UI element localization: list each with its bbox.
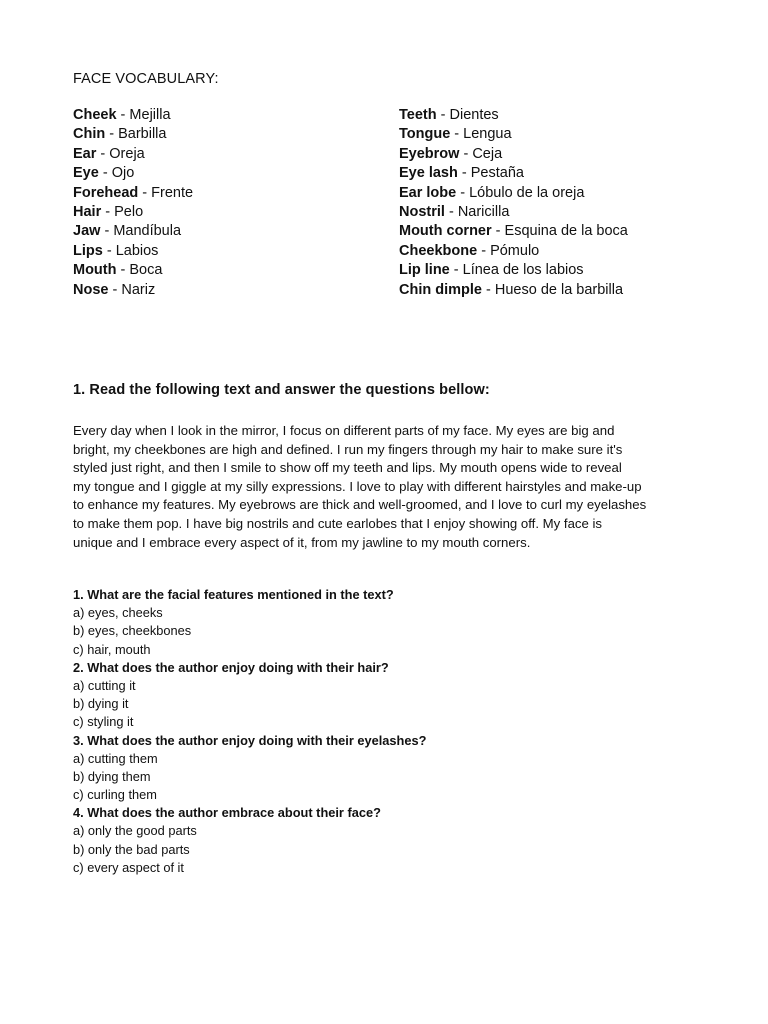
- vocab-translation: Barbilla: [118, 126, 167, 143]
- question-list: [73, 586, 693, 877]
- answer-option: c) hair, mouth: [73, 641, 151, 657]
- vocab-separator: -: [481, 281, 495, 298]
- vocab-term: Cheek: [73, 107, 117, 123]
- vocab-separator: -: [450, 126, 464, 143]
- vocabulary-column-left: [73, 106, 193, 300]
- vocab-translation: Pómulo: [490, 242, 540, 259]
- vocab-item: [73, 242, 193, 261]
- vocab-separator: -: [138, 184, 152, 201]
- vocab-term: Chin dimple: [399, 281, 482, 298]
- question-text: 4. What does the author embrace about their face?: [73, 805, 381, 821]
- vocab-translation: Lóbulo de la oreja: [469, 184, 585, 201]
- vocab-separator: -: [457, 165, 471, 182]
- vocab-item: [399, 222, 628, 241]
- vocab-item: [73, 164, 193, 183]
- vocab-separator: -: [102, 242, 116, 259]
- vocab-item: [73, 261, 193, 280]
- vocab-separator: -: [101, 203, 115, 220]
- vocab-term: Mouth corner: [399, 223, 492, 240]
- question-block: [73, 586, 693, 659]
- answer-option: b) only the bad parts: [73, 841, 190, 857]
- vocab-translation: Mejilla: [129, 107, 171, 123]
- vocab-term: Jaw: [73, 223, 101, 240]
- vocab-item: [73, 125, 193, 144]
- vocab-term: Teeth: [399, 107, 437, 123]
- page-title: FACE VOCABULARY:: [73, 71, 219, 87]
- vocab-translation: Lengua: [463, 126, 512, 143]
- vocab-term: Chin: [73, 126, 106, 143]
- vocab-item: [399, 203, 628, 222]
- vocab-item: [73, 145, 193, 164]
- vocab-separator: -: [105, 126, 119, 143]
- vocab-item: [399, 184, 628, 203]
- vocab-item: [399, 145, 628, 164]
- vocab-item: [399, 106, 628, 125]
- vocab-term: Lip line: [399, 262, 450, 279]
- vocab-translation: Mandíbula: [113, 223, 182, 240]
- vocab-translation: Hueso de la barbilla: [494, 281, 624, 298]
- vocab-term: Lips: [73, 242, 103, 259]
- answer-option: b) dying them: [73, 768, 151, 784]
- vocab-separator: -: [436, 107, 450, 123]
- vocab-item: [399, 242, 628, 261]
- vocab-separator: -: [459, 145, 473, 162]
- document-page: [73, 68, 713, 875]
- vocab-translation: Labios: [115, 242, 159, 259]
- passage-line: styled just right, and then I smile to show off my teeth and lips. My mouth opens wide to reveal: [73, 460, 622, 476]
- vocab-separator: -: [116, 107, 130, 123]
- answer-option: c) every aspect of it: [73, 859, 184, 875]
- vocab-item: [399, 281, 628, 300]
- answer-option: a) only the good parts: [73, 823, 197, 839]
- vocab-translation: Línea de los labios: [462, 262, 584, 279]
- question-block: [73, 732, 693, 805]
- vocab-term: Mouth: [73, 262, 117, 279]
- vocab-translation: Ceja: [472, 145, 503, 162]
- vocab-separator: -: [456, 184, 470, 201]
- answer-option: a) cutting it: [73, 677, 136, 693]
- vocab-translation: Nariz: [121, 281, 156, 298]
- vocab-separator: -: [96, 145, 110, 162]
- vocab-separator: -: [444, 203, 458, 220]
- answer-option: c) curling them: [73, 787, 157, 803]
- answer-option: a) cutting them: [73, 750, 158, 766]
- vocab-item: [73, 203, 193, 222]
- vocab-term: Nose: [73, 281, 109, 298]
- vocab-separator: -: [491, 223, 505, 240]
- answer-option: a) eyes, cheeks: [73, 605, 163, 621]
- vocab-separator: -: [477, 242, 491, 259]
- vocab-translation: Boca: [129, 262, 163, 279]
- answer-option: c) styling it: [73, 714, 134, 730]
- passage-line: to enhance my features. My eyebrows are thick and well-groomed, and I love to curl my eyelashes: [73, 497, 647, 513]
- vocab-term: Eye lash: [399, 165, 458, 182]
- answer-option: b) dying it: [73, 696, 129, 712]
- vocab-term: Nostril: [399, 203, 445, 220]
- vocab-translation: Dientes: [449, 107, 499, 123]
- vocab-item: [399, 164, 628, 183]
- vocab-item: [73, 222, 193, 241]
- vocab-translation: Ojo: [111, 165, 135, 182]
- vocab-item: [73, 281, 193, 300]
- question-text: 1. What are the facial features mentioned in the text?: [73, 587, 394, 602]
- vocab-term: Ear lobe: [399, 184, 457, 201]
- vocabulary-list: [73, 106, 713, 306]
- passage-line: my tongue and I giggle at my silly expressions. I love to play with different hairstyles and make-up: [73, 478, 642, 494]
- reading-passage: [73, 422, 698, 552]
- vocab-item: [399, 125, 628, 144]
- vocab-translation: Pestaña: [470, 165, 524, 182]
- answer-option: b) eyes, cheekbones: [73, 623, 192, 639]
- question-block: [73, 659, 693, 732]
- passage-line: unique and I embrace every aspect of it, from my jawline to my mouth corners.: [73, 534, 531, 550]
- passage-line: to make them pop. I have big nostrils and cute earlobes that I enjoy showing off. My face is: [73, 515, 603, 531]
- question-text: 3. What does the author enjoy doing with their eyelashes?: [73, 732, 427, 748]
- vocab-translation: Esquina de la boca: [504, 223, 628, 240]
- vocab-separator: -: [100, 223, 114, 240]
- vocab-item: [399, 261, 628, 280]
- vocab-translation: Naricilla: [457, 203, 510, 220]
- vocab-separator: -: [98, 165, 112, 182]
- question-block: [73, 804, 693, 877]
- vocab-item: [73, 106, 193, 125]
- vocab-item: [73, 184, 193, 203]
- vocab-term: Forehead: [73, 184, 139, 201]
- section-heading: 1. Read the following text and answer the questions bellow:: [73, 382, 490, 398]
- question-text: 2. What does the author enjoy doing with their hair?: [73, 659, 389, 675]
- vocab-term: Cheekbone: [399, 242, 478, 259]
- vocab-term: Tongue: [399, 126, 451, 143]
- vocab-separator: -: [116, 262, 130, 279]
- passage-line: Every day when I look in the mirror, I focus on different parts of my face. My eyes are big and: [73, 423, 615, 438]
- passage-line: bright, my cheekbones are high and defined. I run my fingers through my hair to make sure it's: [73, 441, 623, 457]
- vocab-translation: Pelo: [114, 203, 144, 220]
- vocabulary-column-right: [399, 106, 628, 300]
- vocab-separator: -: [108, 281, 122, 298]
- vocab-translation: Oreja: [109, 145, 145, 162]
- vocab-term: Ear: [73, 145, 97, 162]
- vocab-term: Hair: [73, 203, 102, 220]
- vocab-translation: Frente: [151, 184, 194, 201]
- vocab-separator: -: [449, 262, 463, 279]
- vocab-term: Eyebrow: [399, 145, 460, 162]
- vocab-term: Eye: [73, 165, 99, 182]
